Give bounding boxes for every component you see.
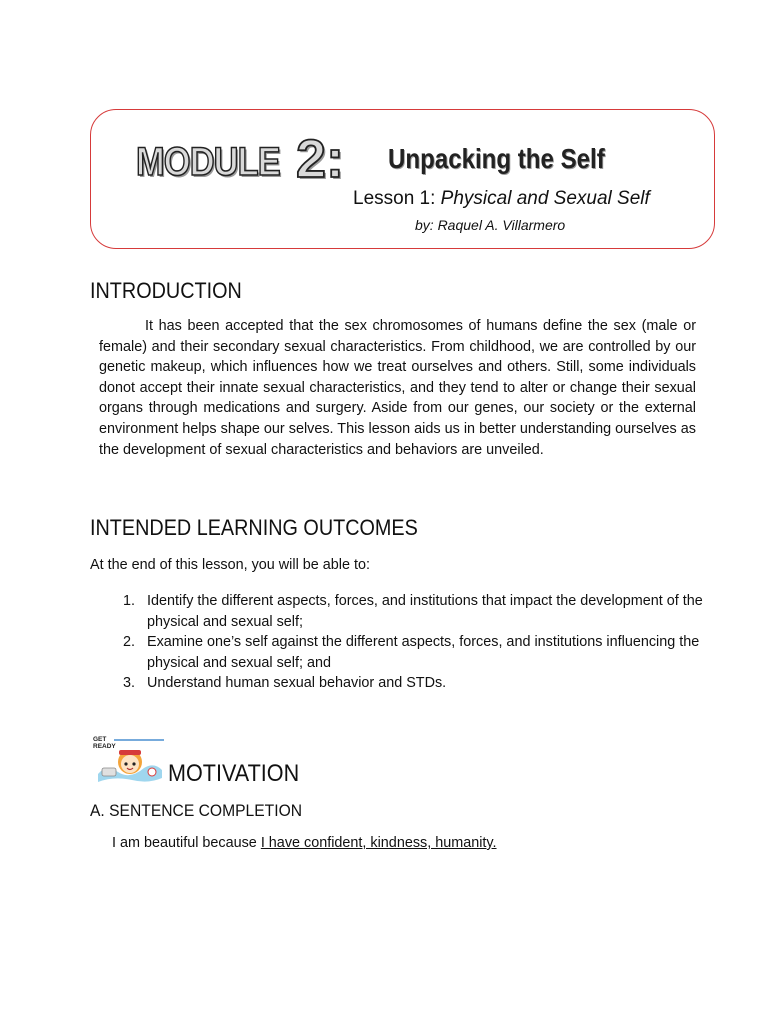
- module-label: MODULE: [136, 140, 280, 184]
- outcomes-list: [118, 591, 708, 694]
- lesson-title: Physical and Sexual Self: [440, 188, 650, 209]
- introduction-paragraph: It has been accepted that the sex chromosomes of humans define the sex (male or female) and their secondary sexual characteristics. From childhood, we are controlled by our genetic makeup, which influences how we treat ourselves and others. Still, some individuals donot accept their innate sexual characteristics, and they tend to alter or change their sexual organs through medications and surgery. Aside from our genes, our society or the external environment helps shape our selves. This lesson aids us in better understanding ourselves as the development of sexual characteristics and behaviors are unveiled.: [99, 318, 696, 458]
- introduction-heading: INTRODUCTION: [90, 278, 242, 303]
- sentence-prompt: I am beautiful because: [112, 835, 261, 851]
- outcome-item: [118, 591, 708, 632]
- sentence-completion-line: [112, 835, 497, 851]
- unit-title: Unpacking the Self: [388, 143, 605, 174]
- outcome-number: 1.: [123, 593, 136, 609]
- outcome-text: Identify the different aspects, forces, and institutions that impact the development of the physical and sexual self;: [147, 593, 703, 630]
- outcome-item: [118, 632, 708, 673]
- lesson-prefix: Lesson 1:: [353, 188, 441, 209]
- sentence-answer: I have confident, kindness, humanity.: [260, 835, 497, 851]
- get-ready-badge-icon: [92, 734, 166, 786]
- sentence-completion-heading: A. SENTENCE COMPLETION: [90, 801, 303, 820]
- lesson-line: [353, 188, 650, 210]
- motivation-heading: MOTIVATION: [168, 760, 300, 787]
- outcomes-lead: At the end of this lesson, you will be able to:: [90, 557, 370, 573]
- outcome-text: Examine one’s self against the different aspects, forces, and institutions influencing the physical and sexual self; and: [147, 634, 700, 671]
- outcome-number: 2.: [123, 634, 136, 651]
- outcome-item: [118, 673, 708, 694]
- badge-text-ready: READY: [93, 743, 116, 750]
- badge-text-get: GET: [93, 736, 107, 743]
- module-number: 2:: [296, 129, 345, 189]
- outcome-text: Understand human sexual behavior and STDs.: [147, 675, 447, 692]
- outcomes-heading: INTENDED LEARNING OUTCOMES: [90, 515, 418, 540]
- author-credit: by: Raquel A. Villarmero: [415, 217, 566, 233]
- outcome-number: 3.: [123, 675, 136, 692]
